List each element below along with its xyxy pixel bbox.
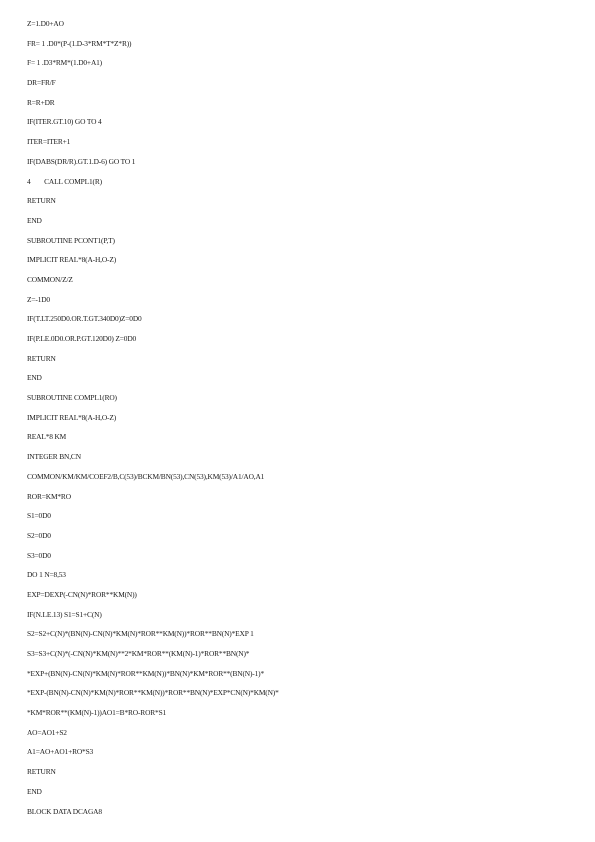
code-line: IF(N.LE.13) S1=S1+C(N) bbox=[27, 609, 102, 619]
code-line: INTEGER BN,CN bbox=[27, 452, 81, 462]
code-line: BLOCK DATA DCAGA8 bbox=[27, 806, 102, 816]
code-line: COMMON/KM/KM/COEF2/B,C(53)/BCKM/BN(53),CN(53),KM(53)/A1/AO,A1 bbox=[27, 471, 265, 481]
code-line: Z=1.D0+AO bbox=[27, 19, 64, 28]
code-line: *EXP-(BN(N)-CN(N)*KM(N)*ROR**KM(N))*ROR**BN(N)*EXP*CN(N)*KM(N)* bbox=[27, 688, 279, 698]
code-line: RETURN bbox=[27, 196, 56, 206]
code-line: IMPLICIT REAL*8(A-H,O-Z) bbox=[27, 255, 117, 265]
code-line: ITER=ITER+1 bbox=[27, 137, 71, 147]
code-line: IF(P.LE.0D0.OR.P.GT.120D0) Z=0D0 bbox=[27, 334, 137, 343]
code-line: S2=0D0 bbox=[27, 530, 51, 540]
code-line: F= 1 .D3*RM*(1.D0+A1) bbox=[27, 58, 102, 68]
code-line: 4 CALL COMPL1(R) bbox=[27, 176, 102, 186]
code-line: S3=0D0 bbox=[27, 550, 51, 560]
code-line: Z=-1D0 bbox=[27, 294, 50, 304]
code-line: SUBROUTINE COMPL1(RO) bbox=[27, 393, 117, 403]
code-line: FR= 1 .D0*(P-(1.D-3*RM*T*Z*R)) bbox=[27, 38, 132, 48]
code-line: AO=AO1+S2 bbox=[27, 727, 67, 737]
fortran-code-listing bbox=[27, 18, 577, 825]
code-line: RETURN bbox=[27, 767, 56, 777]
code-line: END bbox=[27, 786, 42, 796]
code-line: RETURN bbox=[27, 353, 56, 363]
code-line: R=R+DR bbox=[27, 97, 55, 107]
code-line: END bbox=[27, 215, 42, 225]
code-line: EXP=DEXP(-CN(N)*ROR**KM(N)) bbox=[27, 589, 137, 599]
code-line: IMPLICIT REAL*8(A-H,O-Z) bbox=[27, 412, 117, 422]
code-line: S1=0D0 bbox=[27, 511, 51, 521]
code-line: IF(DABS(DR/R).GT.1.D-6) GO TO 1 bbox=[27, 156, 136, 166]
code-line: ROR=KM*RO bbox=[27, 491, 71, 501]
code-line: S3=S3+C(N)*(-CN(N)*KM(N)**2*KM*ROR**(KM(N)-1)*ROR**BN(N)* bbox=[27, 649, 250, 658]
code-line: *KM*ROR**(KM(N)-1))AO1=B*RO-ROR*S1 bbox=[27, 708, 167, 718]
code-line: IF(T.LT.250D0.OR.T.GT.340D0)Z=0D0 bbox=[27, 314, 142, 324]
code-line: IF(ITER.GT.10) GO TO 4 bbox=[27, 117, 102, 127]
code-line: DR=FR/F bbox=[27, 78, 56, 88]
code-line: A1=AO+AO1+RO*S3 bbox=[27, 747, 94, 757]
code-line: COMMON/Z/Z bbox=[27, 274, 73, 284]
code-line: END bbox=[27, 373, 42, 383]
code-line: REAL*8 KM bbox=[27, 432, 67, 442]
code-line: DO 1 N=8,53 bbox=[27, 570, 66, 580]
code-line: SUBROUTINE PCONT1(P,T) bbox=[27, 235, 115, 245]
code-line: S2=S2+C(N)*(BN(N)-CN(N)*KM(N)*ROR**KM(N))*ROR**BN(N)*EXP 1 bbox=[27, 629, 254, 639]
code-line: *EXP+(BN(N)-CN(N)*KM(N)*ROR**KM(N))*BN(N)*KM*ROR**(BN(N)-1)* bbox=[27, 668, 264, 678]
